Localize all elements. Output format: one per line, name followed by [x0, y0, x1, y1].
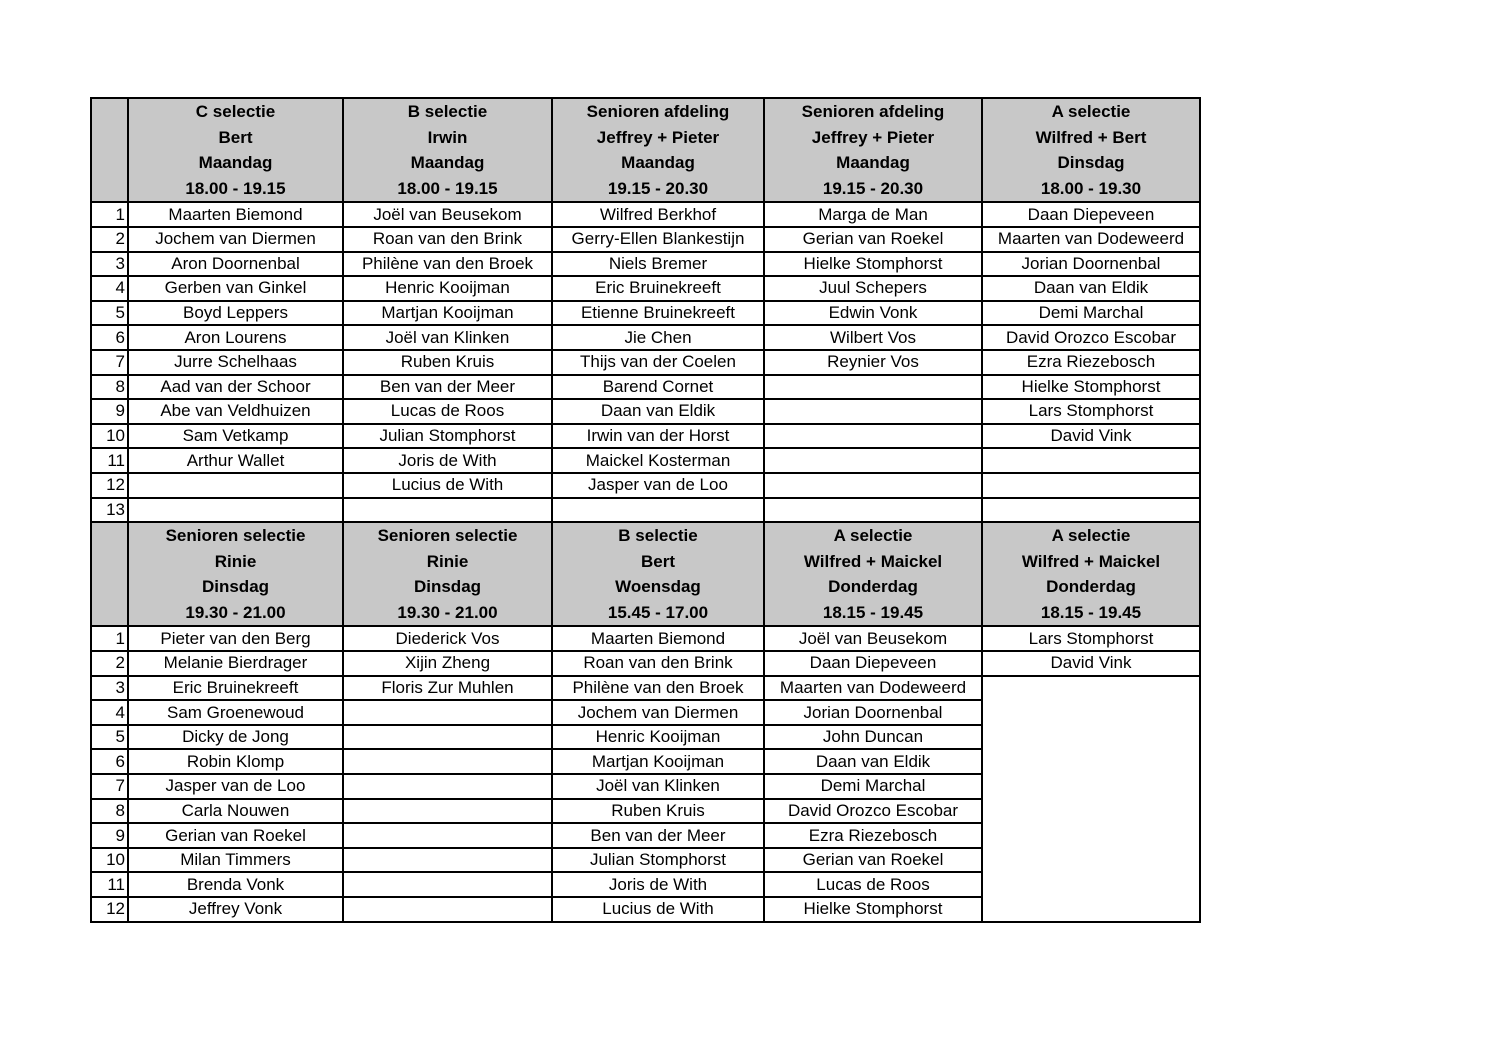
player-name-cell: Ruben Kruis	[552, 799, 764, 824]
player-name-cell: Gerry-Ellen Blankestijn	[552, 227, 764, 252]
row-number: 3	[91, 676, 128, 701]
player-name-cell: Lucius de With	[552, 897, 764, 922]
player-name-cell: Xijin Zheng	[343, 651, 552, 676]
player-name-cell: Reynier Vos	[764, 350, 982, 375]
header-time: 19.15 - 20.30	[607, 178, 709, 198]
header-time: 18.15 - 19.45	[822, 602, 924, 622]
row-number: 8	[91, 375, 128, 400]
header-group: A selectie	[1051, 102, 1131, 121]
player-name-cell: Joris de With	[552, 872, 764, 897]
header-trainer: Rinie	[214, 551, 257, 571]
player-name-cell: David Vink	[982, 651, 1200, 676]
player-name-cell: Wilbert Vos	[764, 325, 982, 350]
player-name-cell	[764, 375, 982, 400]
group-header-cell	[128, 522, 343, 626]
header-group: B selectie	[618, 526, 698, 546]
player-name-cell: John Duncan	[764, 725, 982, 750]
table-row	[91, 651, 1200, 676]
row-number: 13	[91, 498, 128, 523]
player-name-cell: Aron Doornenbal	[128, 252, 343, 277]
player-name-cell: Aad van der Schoor	[128, 375, 343, 400]
player-name-cell: Jasper van de Loo	[552, 473, 764, 498]
header-trainer: Rinie	[426, 551, 469, 571]
group-header-cell	[552, 522, 764, 626]
player-name-cell: Julian Stomphorst	[343, 424, 552, 449]
header-day: Maandag	[410, 153, 485, 173]
player-name-cell: Joël van Klinken	[343, 325, 552, 350]
header-day: Dinsdag	[1057, 153, 1125, 173]
table-row	[91, 252, 1200, 277]
player-name-cell: Maickel Kosterman	[552, 448, 764, 473]
player-name-cell: Philène van den Broek	[552, 676, 764, 701]
player-name-cell	[982, 473, 1200, 498]
row-number: 1	[91, 626, 128, 651]
header-number-cell	[91, 98, 128, 202]
row-number: 6	[91, 749, 128, 774]
table-row	[91, 202, 1200, 227]
player-name-cell: Arthur Wallet	[128, 448, 343, 473]
header-group: A selectie	[1051, 526, 1131, 546]
player-name-cell	[764, 473, 982, 498]
header-group: Senioren selectie	[165, 526, 306, 546]
header-group: A selectie	[833, 526, 913, 546]
player-name-cell: Maarten van Dodeweerd	[982, 227, 1200, 252]
table-row	[91, 325, 1200, 350]
row-number: 4	[91, 700, 128, 725]
player-name-cell: David Orozco Escobar	[982, 325, 1200, 350]
player-name-cell: Hielke Stomphorst	[764, 897, 982, 922]
player-name-cell: Niels Bremer	[552, 252, 764, 277]
header-trainer: Irwin	[427, 127, 468, 147]
row-number: 10	[91, 424, 128, 449]
row-number: 9	[91, 399, 128, 424]
player-name-cell: Gerian van Roekel	[128, 823, 343, 848]
player-name-cell: Martjan Kooijman	[552, 749, 764, 774]
header-time: 18.00 - 19.15	[185, 178, 286, 198]
player-name-cell: Gerian van Roekel	[764, 848, 982, 873]
player-name-cell: Roan van den Brink	[552, 651, 764, 676]
player-name-cell: Jeffrey Vonk	[128, 897, 343, 922]
player-name-cell: Ruben Kruis	[343, 350, 552, 375]
table-row	[91, 301, 1200, 326]
row-number: 2	[91, 227, 128, 252]
header-time: 19.15 - 20.30	[822, 178, 924, 198]
player-name-cell: Hielke Stomphorst	[982, 375, 1200, 400]
player-name-cell: Sam Groenewoud	[128, 700, 343, 725]
header-group: Senioren afdeling	[801, 102, 945, 121]
player-name-cell: Jasper van de Loo	[128, 774, 343, 799]
row-number: 1	[91, 202, 128, 227]
header-number-cell	[91, 522, 128, 626]
player-name-cell: Ezra Riezebosch	[982, 350, 1200, 375]
row-number: 4	[91, 276, 128, 301]
player-name-cell: Robin Klomp	[128, 749, 343, 774]
player-name-cell: Lucas de Roos	[343, 399, 552, 424]
player-name-cell: Joël van Beusekom	[343, 202, 552, 227]
row-number: 9	[91, 823, 128, 848]
player-name-cell: Etienne Bruinekreeft	[552, 301, 764, 326]
table-row	[91, 227, 1200, 252]
player-name-cell: Joris de With	[343, 448, 552, 473]
player-name-cell	[343, 897, 552, 922]
player-name-cell	[764, 498, 982, 523]
header-time: 18.00 - 19.15	[397, 178, 498, 198]
player-name-cell: Maarten Biemond	[128, 202, 343, 227]
header-time: 15.45 - 17.00	[607, 602, 709, 622]
player-name-cell	[343, 725, 552, 750]
player-name-cell: Jurre Schelhaas	[128, 350, 343, 375]
row-number: 5	[91, 301, 128, 326]
player-name-cell: Ben van der Meer	[552, 823, 764, 848]
row-number: 11	[91, 872, 128, 897]
group-header-cell	[982, 522, 1200, 626]
player-name-cell: Demi Marchal	[982, 301, 1200, 326]
player-name-cell	[982, 448, 1200, 473]
player-name-cell: Edwin Vonk	[764, 301, 982, 326]
header-day: Donderdag	[828, 577, 918, 597]
table-row	[91, 276, 1200, 301]
player-name-cell: Aron Lourens	[128, 325, 343, 350]
player-name-cell: Maarten Biemond	[552, 626, 764, 651]
header-day: Maandag	[836, 153, 910, 173]
table-row	[91, 350, 1200, 375]
group-header-cell	[764, 522, 982, 626]
player-name-cell	[343, 848, 552, 873]
player-name-cell: Carla Nouwen	[128, 799, 343, 824]
player-name-cell	[552, 498, 764, 523]
table-row	[91, 498, 1200, 523]
header-row	[91, 98, 1200, 202]
table-row	[91, 424, 1200, 449]
player-name-cell: Ben van der Meer	[343, 375, 552, 400]
header-trainer: Jeffrey + Pieter	[596, 127, 720, 147]
row-number: 6	[91, 325, 128, 350]
player-name-cell: Roan van den Brink	[343, 227, 552, 252]
player-name-cell	[343, 774, 552, 799]
row-number: 7	[91, 350, 128, 375]
header-group: B selectie	[407, 102, 488, 121]
player-name-cell	[343, 498, 552, 523]
player-name-cell: Brenda Vonk	[128, 872, 343, 897]
header-trainer: Jeffrey + Pieter	[811, 127, 935, 147]
player-name-cell: Eric Bruinekreeft	[128, 676, 343, 701]
table-row	[91, 448, 1200, 473]
player-name-cell	[343, 749, 552, 774]
player-name-cell	[764, 399, 982, 424]
player-name-cell: Pieter van den Berg	[128, 626, 343, 651]
player-name-cell: Lars Stomphorst	[982, 626, 1200, 651]
player-name-cell	[128, 498, 343, 523]
table-row	[91, 626, 1200, 651]
player-name-cell: Diederick Vos	[343, 626, 552, 651]
player-name-cell: Barend Cornet	[552, 375, 764, 400]
header-day: Maandag	[198, 153, 273, 173]
header-day: Dinsdag	[201, 577, 270, 597]
table-row	[91, 473, 1200, 498]
player-name-cell	[343, 872, 552, 897]
player-name-cell: Daan van Eldik	[764, 749, 982, 774]
player-name-cell	[343, 700, 552, 725]
player-name-cell: Floris Zur Muhlen	[343, 676, 552, 701]
header-trainer: Wilfred + Bert	[1035, 127, 1147, 147]
empty-merged-cell	[982, 676, 1200, 922]
row-number: 12	[91, 897, 128, 922]
header-trainer: Wilfred + Maickel	[803, 551, 943, 571]
player-name-cell: Marga de Man	[764, 202, 982, 227]
player-name-cell: Henric Kooijman	[552, 725, 764, 750]
header-day: Woensdag	[615, 577, 701, 597]
player-name-cell: Henric Kooijman	[343, 276, 552, 301]
player-name-cell: Daan van Eldik	[552, 399, 764, 424]
player-name-cell: Julian Stomphorst	[552, 848, 764, 873]
player-name-cell: Jorian Doornenbal	[764, 700, 982, 725]
header-group: Senioren selectie	[377, 526, 518, 546]
player-name-cell: Maarten van Dodeweerd	[764, 676, 982, 701]
header-trainer: Bert	[640, 551, 675, 571]
row-number: 11	[91, 448, 128, 473]
player-name-cell: Joël van Klinken	[552, 774, 764, 799]
player-name-cell: Thijs van der Coelen	[552, 350, 764, 375]
table-row	[91, 399, 1200, 424]
group-header-cell	[128, 98, 343, 202]
player-name-cell	[343, 823, 552, 848]
player-name-cell: Lucius de With	[343, 473, 552, 498]
player-name-cell: Philène van den Broek	[343, 252, 552, 277]
player-name-cell: Gerian van Roekel	[764, 227, 982, 252]
row-number: 7	[91, 774, 128, 799]
player-name-cell: Hielke Stomphorst	[764, 252, 982, 277]
header-group: C selectie	[195, 102, 276, 121]
player-name-cell: Eric Bruinekreeft	[552, 276, 764, 301]
player-name-cell: Milan Timmers	[128, 848, 343, 873]
player-name-cell: Irwin van der Horst	[552, 424, 764, 449]
player-name-cell: Dicky de Jong	[128, 725, 343, 750]
player-name-cell: Martjan Kooijman	[343, 301, 552, 326]
player-name-cell: Melanie Bierdrager	[128, 651, 343, 676]
player-name-cell	[764, 448, 982, 473]
player-name-cell: Lucas de Roos	[764, 872, 982, 897]
group-header-cell	[552, 98, 764, 202]
row-number: 5	[91, 725, 128, 750]
player-name-cell: Jochem van Diermen	[128, 227, 343, 252]
row-number: 2	[91, 651, 128, 676]
player-name-cell: Jorian Doornenbal	[982, 252, 1200, 277]
header-time: 19.30 - 21.00	[397, 602, 498, 622]
player-name-cell: Daan van Eldik	[982, 276, 1200, 301]
group-header-cell	[343, 98, 552, 202]
header-trainer: Wilfred + Maickel	[1021, 551, 1161, 571]
player-name-cell	[343, 799, 552, 824]
player-name-cell: Jochem van Diermen	[552, 700, 764, 725]
player-name-cell: Sam Vetkamp	[128, 424, 343, 449]
header-time: 19.30 - 21.00	[185, 602, 286, 622]
group-header-cell	[343, 522, 552, 626]
table-row	[91, 375, 1200, 400]
player-name-cell: Demi Marchal	[764, 774, 982, 799]
player-name-cell: Jie Chen	[552, 325, 764, 350]
row-number: 3	[91, 252, 128, 277]
player-name-cell: Gerben van Ginkel	[128, 276, 343, 301]
player-name-cell: Joël van Beusekom	[764, 626, 982, 651]
training-schedule-table	[90, 97, 1201, 923]
player-name-cell: Lars Stomphorst	[982, 399, 1200, 424]
player-name-cell: Daan Diepeveen	[982, 202, 1200, 227]
row-number: 12	[91, 473, 128, 498]
header-day: Maandag	[621, 153, 695, 173]
player-name-cell: Abe van Veldhuizen	[128, 399, 343, 424]
header-day: Dinsdag	[413, 577, 482, 597]
group-header-cell	[982, 98, 1200, 202]
player-name-cell: Wilfred Berkhof	[552, 202, 764, 227]
player-name-cell	[764, 424, 982, 449]
player-name-cell: David Vink	[982, 424, 1200, 449]
table-row	[91, 676, 1200, 701]
player-name-cell: Ezra Riezebosch	[764, 823, 982, 848]
player-name-cell	[128, 473, 343, 498]
header-day: Donderdag	[1046, 577, 1136, 597]
group-header-cell	[764, 98, 982, 202]
header-row	[91, 522, 1200, 626]
header-time: 18.15 - 19.45	[1040, 602, 1142, 622]
row-number: 10	[91, 848, 128, 873]
player-name-cell	[982, 498, 1200, 523]
header-trainer: Bert	[218, 127, 253, 147]
player-name-cell: Daan Diepeveen	[764, 651, 982, 676]
header-time: 18.00 - 19.30	[1040, 178, 1142, 198]
header-group: Senioren afdeling	[586, 102, 730, 121]
player-name-cell: Juul Schepers	[764, 276, 982, 301]
player-name-cell: David Orozco Escobar	[764, 799, 982, 824]
row-number: 8	[91, 799, 128, 824]
player-name-cell: Boyd Leppers	[128, 301, 343, 326]
